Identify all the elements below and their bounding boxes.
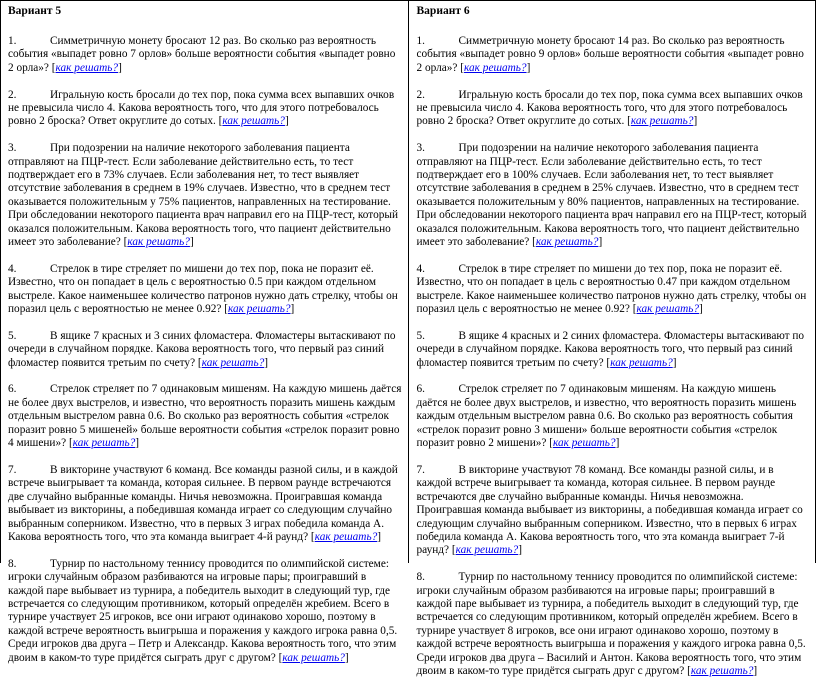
link-bracket: [	[684, 665, 691, 677]
how-to-solve-link[interactable]: как решать?	[282, 652, 345, 664]
how-to-solve-link[interactable]: как решать?	[464, 62, 527, 74]
task-item	[417, 330, 810, 370]
link-bracket: [	[449, 544, 456, 556]
link-bracket: [	[49, 62, 56, 74]
link-bracket: [	[630, 303, 637, 315]
link-bracket: [	[546, 437, 553, 449]
link-bracket: ]	[377, 531, 381, 543]
link-bracket: [	[66, 437, 73, 449]
link-bracket: [	[604, 357, 611, 369]
link-bracket: ]	[345, 652, 349, 664]
task-text: Стрелок в тире стреляет по мишени до тех пор, пока не поразит её. Известно, что он попадает в цель с вероятностью 0.47 при каждом отдельном выстреле. Какое наименьшее количество патронов нужно дать стрелку, чтобы он поразил цель с вероятностью не менее 0.92?	[417, 263, 807, 315]
variant-5-column	[1, 1, 409, 563]
variant-6-title: Вариант 6	[417, 4, 810, 18]
task-number: 8.	[8, 558, 50, 571]
link-bracket: ]	[264, 357, 268, 369]
link-bracket: ]	[291, 303, 295, 315]
how-to-solve-link[interactable]: как решать?	[456, 544, 519, 556]
variant-5-task-list	[8, 35, 402, 665]
task-text: Турнир по настольному теннису проводится по олимпийской системе: игроки случайным образом разбиваются на игровые пары; проигравший в каждой паре выбывает из турнира, а победитель выходит в следующий тур, где встречается со следующим противником, который определён жребием. Всего в турнире участвует 8 игроков, все они играют одинаково хорошо, поэтому в каждой встрече вероятность выигрыша и поражения у каждого игрока равна 0,5. Среди игроков два друга – Василий и Антон. Какова вероятность того, что этим двоим в каком-то туре придётся сыграть друг с другом?	[417, 571, 806, 677]
how-to-solve-link[interactable]: как решать?	[202, 357, 265, 369]
task-text: Турнир по настольному теннису проводится по олимпийской системе: игроки случайным образом разбиваются на игровые пары; проигравший в каждой паре выбывает из турнира, а победитель выходит в следующий тур, где встречается со следующим противником, который определён жребием. Всего в турнире участвует 25 игроков, все они играют одинаково хорошо, поэтому в каждой встрече вероятность выигрыша и поражения у каждого игрока равна 0,5. Среди игроков два друга – Петр и Александр. Какова вероятность того, что этим двоим в каком-то туре придётся сыграть друг с другом?	[8, 558, 397, 664]
link-bracket: ]	[190, 236, 194, 248]
link-bracket: ]	[135, 437, 139, 449]
task-item	[8, 35, 402, 75]
link-bracket: [	[308, 531, 315, 543]
how-to-solve-link[interactable]: как решать?	[536, 236, 599, 248]
task-text: Игральную кость бросали до тех пор, пока сумма всех выпавших очков не превысила число 4. Какова вероятность того, что для этого потребовалось ровно 2 броска? Ответ округлите до сотых.	[8, 89, 394, 128]
task-number: 2.	[417, 89, 459, 102]
task-text: В викторине участвуют 78 команд. Все команды разной силы, и в каждой встрече выигрывает та команда, которая сильнее. В первом раунде встречаются две случайно выбранные команды. Ничья невозможна. Проигравшая команда выбывает из викторины, а победившая команда играет со следующим случайно выбранным соперником. Известно, что в первых 6 играх победила команда А. Какова вероятность того, что эта команда выиграет 7-й раунд?	[417, 464, 803, 556]
link-bracket: ]	[527, 62, 531, 74]
task-item	[417, 571, 810, 678]
link-bracket: ]	[285, 115, 289, 127]
link-bracket: ]	[616, 437, 620, 449]
link-bracket: ]	[518, 544, 522, 556]
task-item	[417, 89, 810, 129]
how-to-solve-link[interactable]: как решать?	[553, 437, 616, 449]
how-to-solve-link[interactable]: как решать?	[691, 665, 754, 677]
task-text: При подозрении на наличие некоторого заболевания пациента отправляют на ПЦР-тест. Если заболевание действительно есть, то тест подтверждает его в 100% случаев. Если заболевания нет, то тест выявляет отсутствие заболевания в среднем в 25% случаев. Известно, что в среднем тест оказывается положительным у 80% пациентов, направленных на тестирование. При обследовании некоторого пациента врач направил его на ПЦР-тест, который оказался положительным. Какова вероятность того, что пациент действительно имеет это заболевание?	[417, 142, 807, 248]
task-number: 2.	[8, 89, 50, 102]
link-bracket: [	[216, 115, 223, 127]
how-to-solve-link[interactable]: как решать?	[228, 303, 291, 315]
task-item	[8, 89, 402, 129]
task-text: Симметричную монету бросают 12 раз. Во сколько раз вероятность события «выпадет ровно 7 орлов» больше вероятности события «выпадет ровно 2 орла»?	[8, 35, 395, 74]
task-text: В викторине участвуют 6 команд. Все команды разной силы, и в каждой встрече выигрывает та команда, которая сильнее. В первом раунде встречаются две случайно выбранные команды. Ничья невозможна. Проигравшая команда выбывает из викторины, а победившая команда играет со следующим случайно выбранным соперником. Известно, что в первых 3 играх победила команда А. Какова вероятность того, что эта команда выиграет 4-й раунд?	[8, 464, 398, 543]
link-bracket: [	[221, 303, 228, 315]
how-to-solve-link[interactable]: как решать?	[127, 236, 190, 248]
task-item	[417, 35, 810, 75]
task-number: 7.	[417, 464, 459, 477]
task-number: 5.	[417, 330, 459, 343]
link-bracket: ]	[693, 115, 697, 127]
task-number: 8.	[417, 571, 459, 584]
task-item	[8, 383, 402, 450]
task-number: 1.	[417, 35, 459, 48]
task-text: Стрелок стреляет по 7 одинаковым мишеням. На каждую мишень даётся не более двух выстрелов, и известно, что вероятность поразить мишень каждым отдельным выстрелом равна 0.6. Во сколько раз вероятность события «стрелок поразит ровно 5 мишеней» больше вероятности события «стрелок поразит ровно 4 мишени»?	[8, 383, 401, 449]
task-text: Игральную кость бросали до тех пор, пока сумма всех выпавших очков не превысила число 4. Какова вероятность того, что для этого потребовалось ровно 2 броска? Ответ округлите до сотых.	[417, 89, 803, 128]
how-to-solve-link[interactable]: как решать?	[315, 531, 378, 543]
task-number: 3.	[8, 142, 50, 155]
task-number: 6.	[417, 383, 459, 396]
link-bracket: ]	[118, 62, 122, 74]
link-bracket: ]	[753, 665, 757, 677]
task-item	[8, 464, 402, 544]
link-bracket: [	[624, 115, 631, 127]
how-to-solve-link[interactable]: как решать?	[73, 437, 136, 449]
task-text: При подозрении на наличие некоторого заболевания пациента отправляют на ПЦР-тест. Если заболевание действительно есть, то тест подтверждает его в 73% случаев. Если заболевания нет, то тест выявляет отсутствие заболевания в среднем в 19% случаев. Известно, что в среднем тест оказывается положительным у 75% пациентов, направленных на тестирование. При обследовании некоторого пациента врач направил его на ПЦР-тест, который оказался положительным. Какова вероятность того, что пациент действительно имеет это заболевание?	[8, 142, 398, 248]
how-to-solve-link[interactable]: как решать?	[56, 62, 119, 74]
task-item	[8, 330, 402, 370]
task-number: 4.	[417, 263, 459, 276]
task-item	[417, 464, 810, 558]
link-bracket: ]	[699, 303, 703, 315]
how-to-solve-link[interactable]: как решать?	[610, 357, 673, 369]
task-item	[8, 558, 402, 665]
how-to-solve-link[interactable]: как решать?	[222, 115, 285, 127]
task-number: 6.	[8, 383, 50, 396]
link-bracket: ]	[598, 236, 602, 248]
how-to-solve-link[interactable]: как решать?	[637, 303, 700, 315]
link-bracket: [	[276, 652, 283, 664]
task-number: 7.	[8, 464, 50, 477]
how-to-solve-link[interactable]: как решать?	[631, 115, 694, 127]
task-text: В ящике 4 красных и 2 синих фломастера. Фломастеры вытаскивают по очереди в случайном порядке. Какова вероятность того, что первый раз синий фломастер появится третьим по счету?	[417, 330, 805, 369]
variant-6-task-list	[417, 35, 810, 678]
task-text: Стрелок в тире стреляет по мишени до тех пор, пока не поразит её. Известно, что он попадает в цель с вероятностью 0.5 при каждом отдельном выстреле. Какое наименьшее количество патронов нужно дать стрелку, чтобы он поразил цель с вероятностью не менее 0.92?	[8, 263, 398, 315]
task-item	[417, 383, 810, 450]
task-number: 1.	[8, 35, 50, 48]
task-number: 4.	[8, 263, 50, 276]
link-bracket: [	[457, 62, 464, 74]
variant-5-title: Вариант 5	[8, 4, 402, 18]
link-bracket: ]	[673, 357, 677, 369]
task-text: Стрелок стреляет по 7 одинаковым мишеням. На каждую мишень даётся не более двух выстрелов, и известно, что вероятность поразить мишень каждым отдельным выстрелом равна 0.6. Во сколько раз вероятность события «стрелок поразит ровно 3 мишени» больше вероятности события «стрелок поразит ровно 2 мишени»?	[417, 383, 797, 449]
task-item	[417, 263, 810, 317]
task-text: Симметричную монету бросают 14 раз. Во сколько раз вероятность события «выпадет ровно 9 орлов» больше вероятности события «выпадет ровно 2 орла»?	[417, 35, 804, 74]
task-item	[8, 142, 402, 249]
task-item	[8, 263, 402, 317]
variant-6-column	[409, 1, 816, 563]
link-bracket: [	[121, 236, 128, 248]
link-bracket: [	[529, 236, 536, 248]
link-bracket: [	[195, 357, 202, 369]
task-text: В ящике 7 красных и 3 синих фломастера. Фломастеры вытаскивают по очереди в случайном порядке. Какова вероятность того, что первый раз синий фломастер появится третьим по счету?	[8, 330, 396, 369]
task-number: 3.	[417, 142, 459, 155]
task-number: 5.	[8, 330, 50, 343]
task-item	[417, 142, 810, 249]
